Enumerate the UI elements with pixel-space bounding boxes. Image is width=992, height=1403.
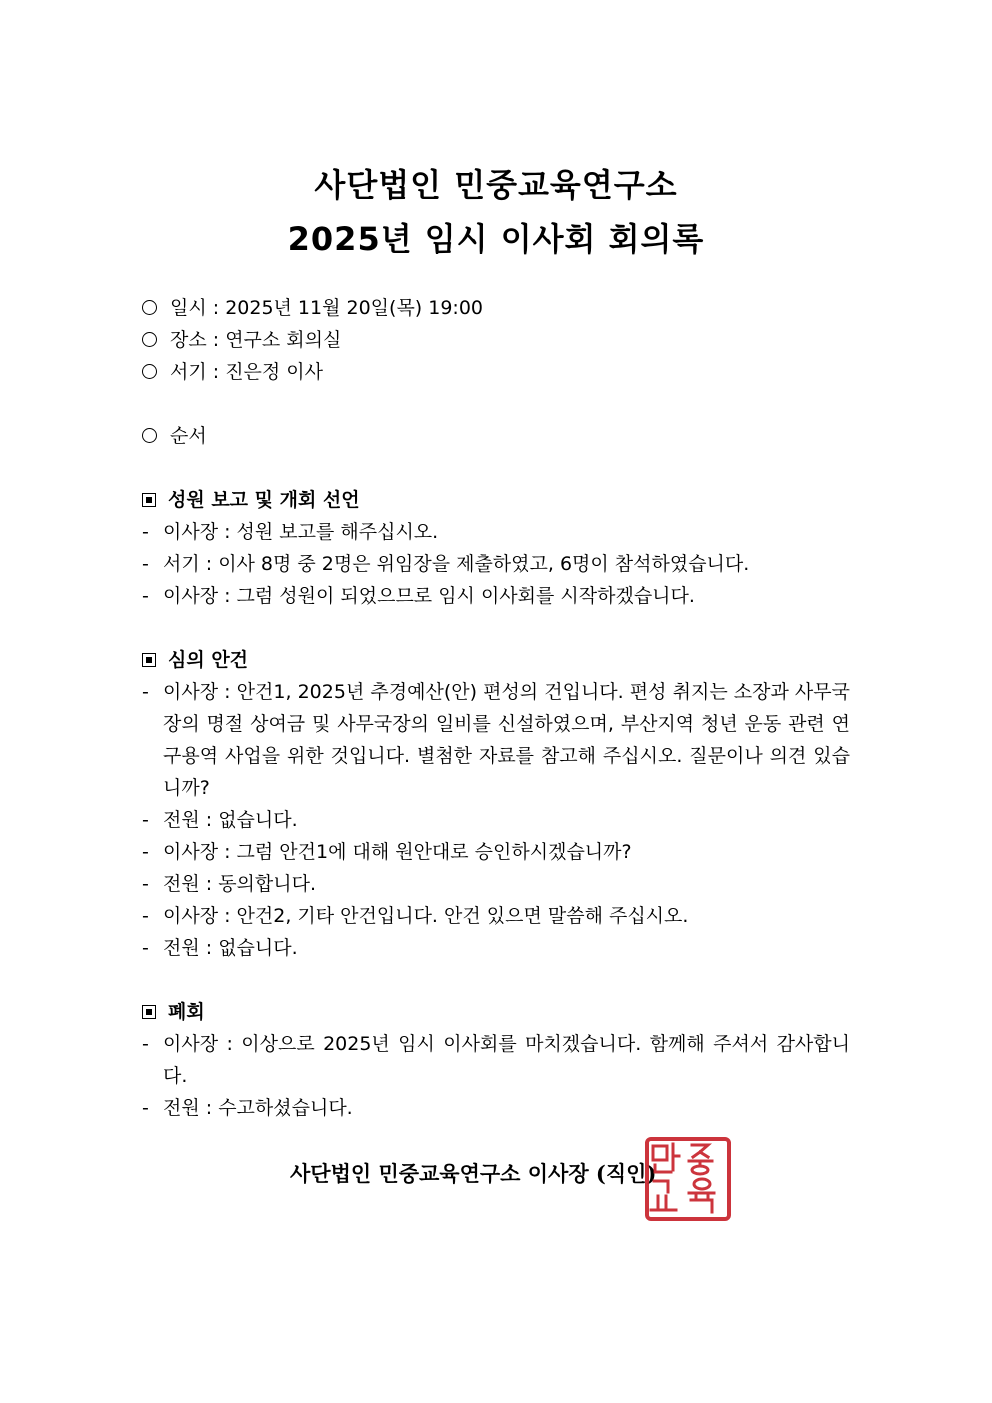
circle-bullet-icon <box>142 364 157 379</box>
signature-line: 사단법인 민중교육연구소 이사장 (직인) <box>290 1161 657 1186</box>
dash-bullet: - <box>142 809 149 831</box>
info-secretary: 서기 : 진은정 이사 <box>142 356 323 388</box>
circle-bullet-icon <box>142 332 157 347</box>
dash-bullet: - <box>142 1097 149 1119</box>
section-heading-quorum: 성원 보고 및 개회 선언 <box>142 484 360 516</box>
dash-bullet: - <box>142 905 149 927</box>
circle-bullet-icon <box>142 300 157 315</box>
document-title: 사단법인 민중교육연구소 <box>314 166 678 204</box>
dash-bullet: - <box>142 585 149 607</box>
circle-bullet-icon <box>142 428 157 443</box>
minutes-item: - 이사장 : 안건2, 기타 안건입니다. 안건 있으면 말씀해 주십시오. <box>142 900 850 932</box>
square-bullet-icon <box>142 1005 156 1019</box>
minutes-item: - 이사장 : 그럼 안건1에 대해 원안대로 승인하시겠습니까? <box>142 836 850 868</box>
dash-bullet: - <box>142 873 149 895</box>
minutes-item: - 이사장 : 안건1, 2025년 추경예산(안) 편성의 건입니다. 편성 취지는 소장과 사무국장의 명절 상여금 및 사무국장의 일비를 신설하였으며, 부산지역 청년 운동 관련 연구용역 사업을 위한 것입니다. 별첨한 자료를 참고해 주십시오. 질문이나 의견 있습니까? <box>142 676 850 804</box>
official-seal-stamp <box>644 1136 732 1222</box>
minutes-item: - 전원 : 없습니다. <box>142 932 850 964</box>
dash-bullet: - <box>142 1033 149 1055</box>
info-date: 일시 : 2025년 11월 20일(목) 19:00 <box>142 292 483 324</box>
dash-bullet: - <box>142 937 149 959</box>
minutes-item: - 서기 : 이사 8명 중 2명은 위임장을 제출하였고, 6명이 참석하였습니다. <box>142 548 850 580</box>
minutes-item: - 이사장 : 이상으로 2025년 임시 이사회를 마치겠습니다. 함께해 주셔서 감사합니다. <box>142 1028 850 1092</box>
info-location: 장소 : 연구소 회의실 <box>142 324 341 356</box>
square-bullet-icon <box>142 653 156 667</box>
info-agenda-order: 순서 <box>142 420 207 452</box>
dash-bullet: - <box>142 553 149 575</box>
dash-bullet: - <box>142 521 149 543</box>
square-bullet-icon <box>142 493 156 507</box>
minutes-item: - 이사장 : 그럼 성원이 되었으므로 임시 이사회를 시작하겠습니다. <box>142 580 850 612</box>
section-heading-deliberation: 심의 안건 <box>142 644 248 676</box>
dash-bullet: - <box>142 841 149 863</box>
section-heading-closing: 폐회 <box>142 996 205 1028</box>
minutes-item: - 전원 : 없습니다. <box>142 804 850 836</box>
minutes-item: - 이사장 : 성원 보고를 해주십시오. <box>142 516 850 548</box>
minutes-item: - 전원 : 수고하셨습니다. <box>142 1092 850 1124</box>
document-subtitle: 2025년 임시 이사회 회의록 <box>287 220 705 258</box>
dash-bullet: - <box>142 681 149 703</box>
minutes-item: - 전원 : 동의합니다. <box>142 868 850 900</box>
